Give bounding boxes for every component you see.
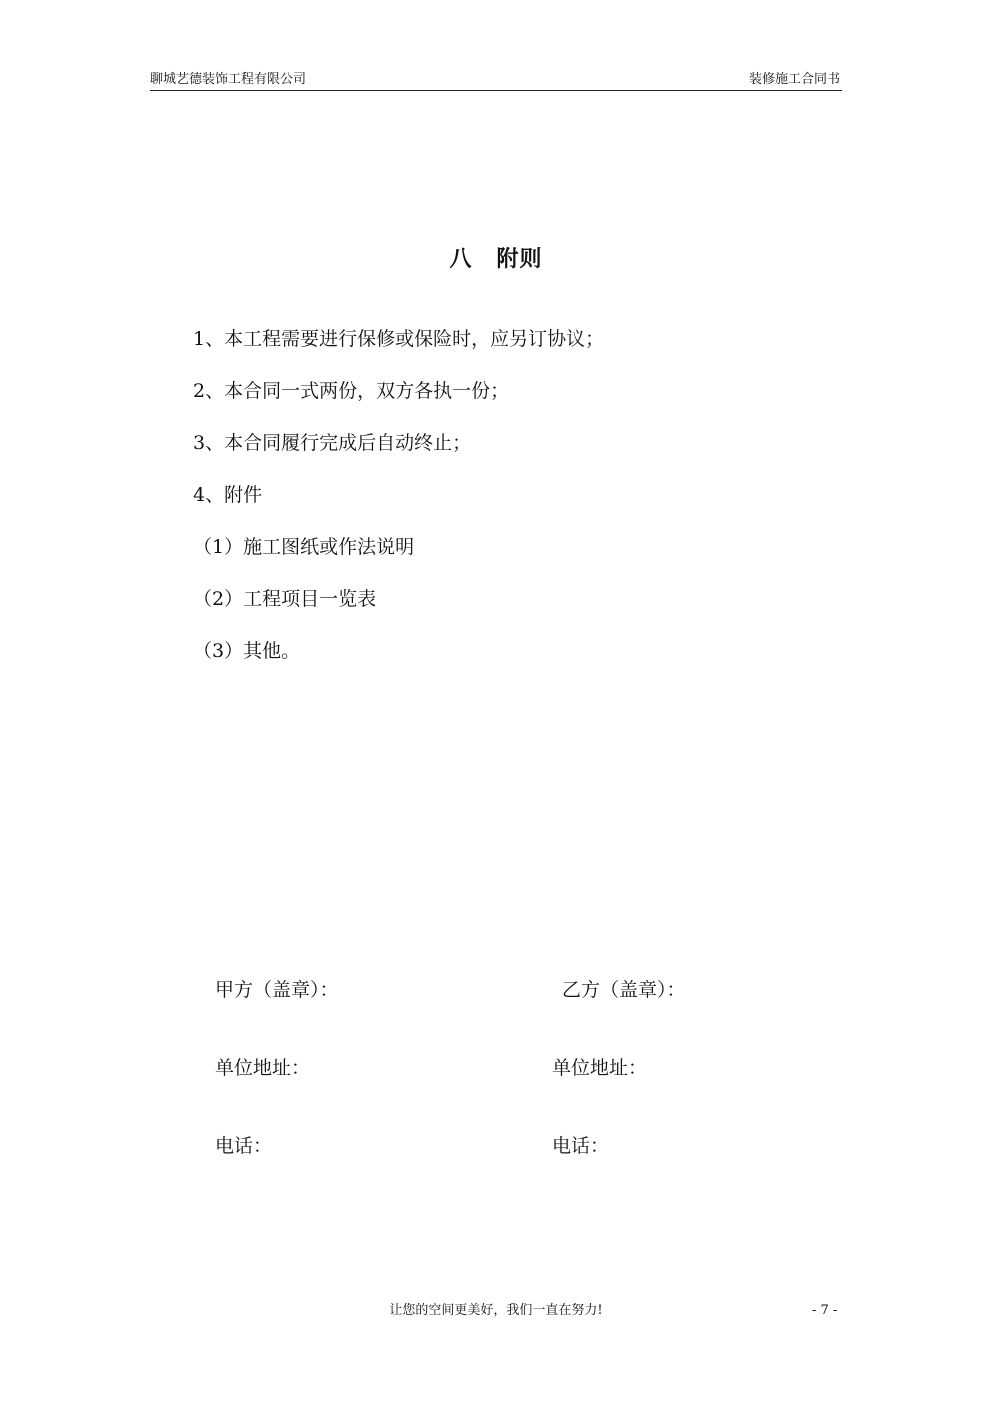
footer-slogan: 让您的空间更美好，我们一直在努力! <box>389 1303 603 1318</box>
party-b-address-label: 单位地址： <box>552 1057 648 1079</box>
page-number: - 7 - <box>812 1303 838 1318</box>
attachment-item-1: （1）施工图纸或作法说明 <box>193 536 415 558</box>
attachment-item-3: （3）其他。 <box>193 640 301 662</box>
party-b-phone-label: 电话： <box>552 1135 610 1157</box>
party-a-phone-label: 电话： <box>215 1135 273 1157</box>
section-heading <box>0 245 992 275</box>
attachment-item-2: （2）工程项目一览表 <box>193 588 377 610</box>
section-title: 附则 <box>496 247 543 272</box>
page-header <box>150 72 842 91</box>
header-company-name: 聊城艺德装饰工程有限公司 <box>150 72 307 87</box>
clause-4: 4、附件 <box>193 484 263 506</box>
party-a-seal-label: 甲方（盖章）： <box>215 979 339 1001</box>
party-b-seal-label: 乙方（盖章）： <box>562 979 686 1001</box>
party-a-address-label: 单位地址： <box>215 1057 311 1079</box>
clause-3: 3、本合同履行完成后自动终止； <box>193 432 472 454</box>
section-number: 八 <box>449 247 473 272</box>
clause-1: 1、本工程需要进行保修或保险时，应另订协议； <box>193 328 605 350</box>
clause-2: 2、本合同一式两份，双方各执一份； <box>193 380 510 402</box>
header-document-title: 装修施工合同书 <box>748 72 840 87</box>
